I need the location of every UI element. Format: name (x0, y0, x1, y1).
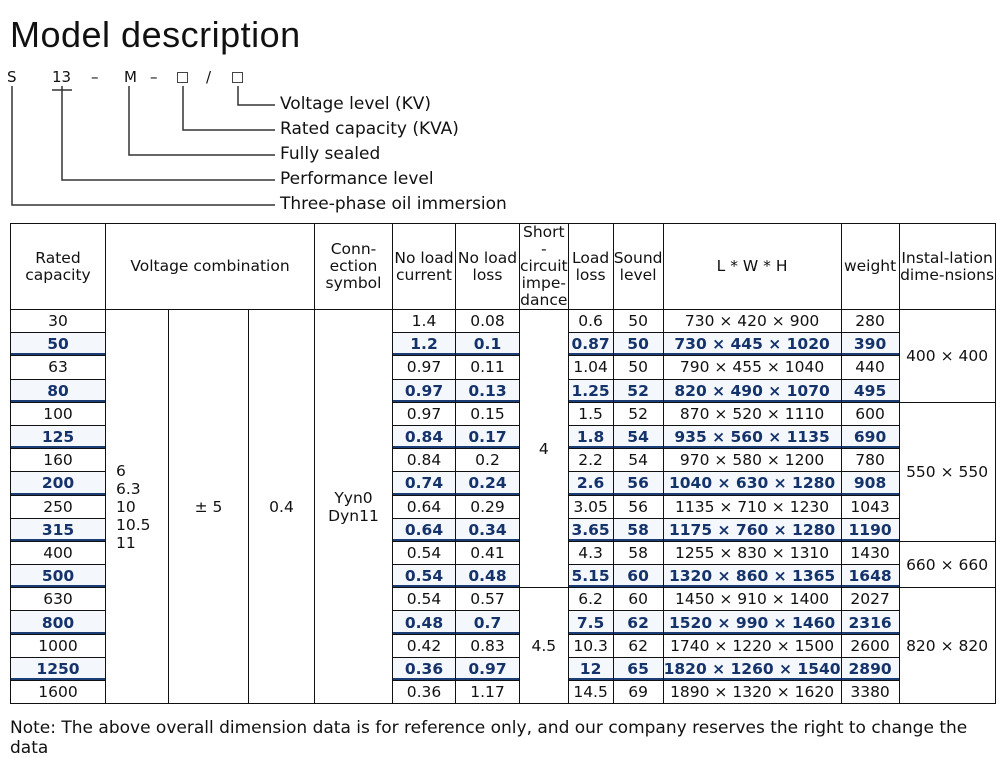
load-loss-cell: 12 (568, 657, 613, 680)
rated-capacity-cell: 1600 (11, 681, 106, 704)
connection-symbol-value: Dyn11 (328, 506, 379, 525)
lwh-cell: 1320 × 860 × 1365 (663, 565, 841, 588)
rated-capacity-cell: 63 (11, 356, 106, 379)
legend-fully-sealed: Fully sealed (280, 144, 381, 164)
no-load-current-cell: 1.2 (393, 333, 456, 356)
weight-cell: 690 (841, 425, 899, 448)
rated-capacity-cell: 315 (11, 518, 106, 541)
rated-capacity-cell: 125 (11, 425, 106, 448)
weight-cell: 908 (841, 472, 899, 495)
sound-level-cell: 58 (613, 518, 663, 541)
weight-cell: 1190 (841, 518, 899, 541)
impedance-cell: 4 (520, 310, 569, 588)
specification-table (10, 223, 996, 704)
header-rated-capacity: Rated capacity (11, 224, 106, 310)
footnote: Note: The above overall dimension data is for reference only, and our company reserves the right to change the data (10, 718, 968, 758)
load-loss-cell: 5.15 (568, 565, 613, 588)
no-load-loss-cell: 0.1 (456, 333, 520, 356)
tap-range-cell: ± 5 (169, 310, 249, 704)
no-load-loss-cell: 0.57 (456, 588, 520, 611)
weight-cell: 390 (841, 333, 899, 356)
sound-level-cell: 50 (613, 356, 663, 379)
load-loss-cell: 10.3 (568, 634, 613, 657)
rated-capacity-cell: 200 (11, 472, 106, 495)
header-voltage-combination: Voltage combination (106, 224, 315, 310)
rated-capacity-cell: 30 (11, 310, 106, 333)
rated-capacity-cell: 100 (11, 402, 106, 425)
no-load-loss-cell: 0.11 (456, 356, 520, 379)
sound-level-cell: 56 (613, 472, 663, 495)
sound-level-cell: 54 (613, 425, 663, 448)
sound-level-cell: 60 (613, 588, 663, 611)
load-loss-cell: 14.5 (568, 681, 613, 704)
header-lwh: L * W * H (663, 224, 841, 310)
no-load-current-cell: 0.64 (393, 495, 456, 518)
lwh-cell: 1175 × 760 × 1280 (663, 518, 841, 541)
sound-level-cell: 60 (613, 565, 663, 588)
rated-capacity-cell: 500 (11, 565, 106, 588)
no-load-current-cell: 1.4 (393, 310, 456, 333)
model-code-dash: – (91, 68, 99, 86)
load-loss-cell: 1.04 (568, 356, 613, 379)
lv-voltage-cell: 0.4 (249, 310, 315, 704)
rated-capacity-cell: 160 (11, 449, 106, 472)
no-load-current-cell: 0.97 (393, 379, 456, 402)
no-load-current-cell: 0.64 (393, 518, 456, 541)
sound-level-cell: 69 (613, 681, 663, 704)
weight-cell: 2316 (841, 611, 899, 634)
model-code-m: M (124, 68, 137, 86)
load-loss-cell: 3.65 (568, 518, 613, 541)
lwh-cell: 1040 × 630 × 1280 (663, 472, 841, 495)
model-code-slash: / (206, 68, 212, 86)
connection-symbol-value: Yyn0 (334, 488, 373, 507)
model-code-s: S (7, 68, 17, 86)
lwh-cell: 1820 × 1260 × 1540 (663, 657, 841, 680)
lwh-cell: 1135 × 710 × 1230 (663, 495, 841, 518)
load-loss-cell: 1.25 (568, 379, 613, 402)
sound-level-cell: 58 (613, 541, 663, 564)
load-loss-cell: 1.8 (568, 425, 613, 448)
sound-level-cell: 52 (613, 402, 663, 425)
hv-voltage-value: 11 (116, 533, 136, 552)
lwh-cell: 730 × 445 × 1020 (663, 333, 841, 356)
no-load-current-cell: 0.42 (393, 634, 456, 657)
weight-cell: 280 (841, 310, 899, 333)
rated-capacity-cell: 1000 (11, 634, 106, 657)
lwh-cell: 1450 × 910 × 1400 (663, 588, 841, 611)
no-load-loss-cell: 0.13 (456, 379, 520, 402)
no-load-loss-cell: 0.17 (456, 425, 520, 448)
rated-capacity-cell: 80 (11, 379, 106, 402)
table-row (11, 310, 996, 333)
rated-capacity-cell: 800 (11, 611, 106, 634)
legend-rated-capacity: Rated capacity (KVA) (280, 119, 459, 139)
no-load-current-cell: 0.54 (393, 541, 456, 564)
weight-cell: 440 (841, 356, 899, 379)
no-load-current-cell: 0.54 (393, 588, 456, 611)
lwh-cell: 1520 × 990 × 1460 (663, 611, 841, 634)
rated-capacity-cell: 1250 (11, 657, 106, 680)
header-no-load-loss: No load loss (456, 224, 520, 310)
lwh-cell: 970 × 580 × 1200 (663, 449, 841, 472)
installation-dimension-cell: 820 × 820 (899, 588, 995, 704)
legend-voltage-level: Voltage level (KV) (280, 94, 432, 114)
no-load-loss-cell: 0.34 (456, 518, 520, 541)
sound-level-cell: 50 (613, 310, 663, 333)
page-title: Model description (10, 14, 301, 55)
weight-cell: 2600 (841, 634, 899, 657)
lwh-cell: 1740 × 1220 × 1500 (663, 634, 841, 657)
no-load-loss-cell: 0.24 (456, 472, 520, 495)
header-installation-dimensions: Instal-lation dime-nsions (899, 224, 995, 310)
no-load-current-cell: 0.84 (393, 425, 456, 448)
lwh-cell: 1890 × 1320 × 1620 (663, 681, 841, 704)
installation-dimension-cell: 660 × 660 (899, 541, 995, 587)
legend-performance-level: Performance level (280, 169, 434, 189)
sound-level-cell: 62 (613, 634, 663, 657)
rated-capacity-cell: 50 (11, 333, 106, 356)
rated-capacity-cell: 250 (11, 495, 106, 518)
header-weight: weight (841, 224, 899, 310)
weight-cell: 1648 (841, 565, 899, 588)
no-load-loss-cell: 0.29 (456, 495, 520, 518)
no-load-loss-cell: 0.97 (456, 657, 520, 680)
header-connection-symbol: Conn-ection symbol (315, 224, 393, 310)
load-loss-cell: 4.3 (568, 541, 613, 564)
legend-oil-immersion: Three-phase oil immersion (280, 194, 507, 214)
load-loss-cell: 1.5 (568, 402, 613, 425)
header-load-loss: Load loss (568, 224, 613, 310)
header-short-circuit-impedance: Short -circuit impe-dance (520, 223, 568, 309)
hv-voltage-value: 6 (116, 461, 126, 480)
sound-level-cell: 56 (613, 495, 663, 518)
no-load-loss-cell: 0.7 (456, 611, 520, 634)
impedance-cell: 4.5 (520, 588, 569, 704)
load-loss-cell: 2.2 (568, 449, 613, 472)
model-code-number: 13 (52, 68, 72, 86)
hv-voltage-value: 6.3 (116, 479, 141, 498)
weight-cell: 780 (841, 449, 899, 472)
header-no-load-current: No load current (393, 224, 456, 310)
sound-level-cell: 62 (613, 611, 663, 634)
hv-voltage-value: 10.5 (116, 515, 151, 534)
weight-cell: 1430 (841, 541, 899, 564)
load-loss-cell: 0.6 (568, 310, 613, 333)
no-load-loss-cell: 0.48 (456, 565, 520, 588)
lwh-cell: 820 × 490 × 1070 (663, 379, 841, 402)
weight-cell: 1043 (841, 495, 899, 518)
no-load-current-cell: 0.84 (393, 449, 456, 472)
no-load-current-cell: 0.48 (393, 611, 456, 634)
load-loss-cell: 6.2 (568, 588, 613, 611)
weight-cell: 600 (841, 402, 899, 425)
no-load-loss-cell: 0.41 (456, 541, 520, 564)
rated-capacity-cell: 400 (11, 541, 106, 564)
lwh-cell: 790 × 455 × 1040 (663, 356, 841, 379)
sound-level-cell: 50 (613, 333, 663, 356)
sound-level-cell: 65 (613, 657, 663, 680)
load-loss-cell: 7.5 (568, 611, 613, 634)
weight-cell: 3380 (841, 681, 899, 704)
installation-dimension-cell: 400 × 400 (899, 310, 995, 403)
no-load-current-cell: 0.36 (393, 681, 456, 704)
weight-cell: 2890 (841, 657, 899, 680)
no-load-loss-cell: 1.17 (456, 681, 520, 704)
lwh-cell: 1255 × 830 × 1310 (663, 541, 841, 564)
weight-cell: 2027 (841, 588, 899, 611)
installation-dimension-cell: 550 × 550 (899, 402, 995, 541)
model-leader-lines (0, 0, 300, 215)
rated-capacity-cell: 630 (11, 588, 106, 611)
sound-level-cell: 54 (613, 449, 663, 472)
hv-voltage-cell (106, 310, 169, 704)
weight-cell: 495 (841, 379, 899, 402)
load-loss-cell: 3.05 (568, 495, 613, 518)
no-load-current-cell: 0.54 (393, 565, 456, 588)
model-code-dash: – (150, 68, 158, 86)
no-load-loss-cell: 0.83 (456, 634, 520, 657)
no-load-current-cell: 0.36 (393, 657, 456, 680)
no-load-loss-cell: 0.08 (456, 310, 520, 333)
header-sound-level: Sound level (613, 224, 663, 310)
no-load-loss-cell: 0.2 (456, 449, 520, 472)
lwh-cell: 730 × 420 × 900 (663, 310, 841, 333)
no-load-current-cell: 0.97 (393, 356, 456, 379)
sound-level-cell: 52 (613, 379, 663, 402)
no-load-current-cell: 0.97 (393, 402, 456, 425)
lwh-cell: 935 × 560 × 1135 (663, 425, 841, 448)
lwh-cell: 870 × 520 × 1110 (663, 402, 841, 425)
hv-voltage-value: 10 (116, 497, 136, 516)
load-loss-cell: 2.6 (568, 472, 613, 495)
connection-symbol-cell (315, 310, 393, 704)
no-load-current-cell: 0.74 (393, 472, 456, 495)
load-loss-cell: 0.87 (568, 333, 613, 356)
no-load-loss-cell: 0.15 (456, 402, 520, 425)
